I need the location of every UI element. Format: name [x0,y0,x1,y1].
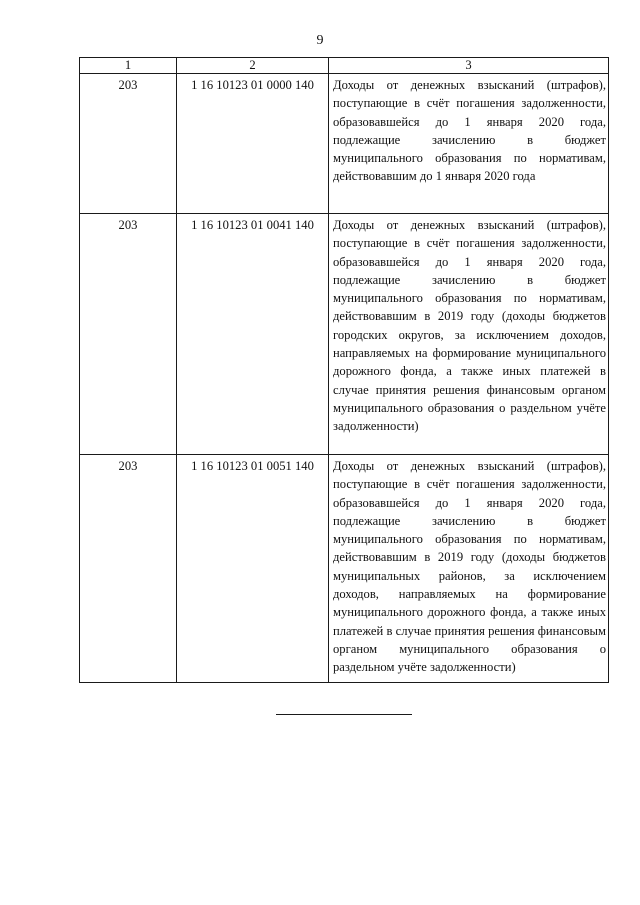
table-row [80,74,609,214]
column-header-2: 2 [177,58,329,74]
admin-code-cell: 203 [80,74,177,214]
table-header-row [80,58,609,74]
description-cell: Доходы от денежных взысканий (штрафов), поступающие в счёт погашения задолженности, образовавшейся до 1 января 2020 года, подлежащие зачислению в бюджет муниципального образования по нормативам, действовавшим в 2019 году (доходы бюджетов городских округов, за исключением доходов, направляемых на формирование муниципального дорожного фонда, а также иных платежей в случае принятия решения финансовым органом муниципального образования о раздельном учёте задолженности) [329,214,609,455]
page-number: 9 [316,33,324,48]
income-code-cell: 1 16 10123 01 0041 140 [177,214,329,455]
column-header-3: 3 [329,58,609,74]
income-code-cell: 1 16 10123 01 0000 140 [177,74,329,214]
column-header-1: 1 [80,58,177,74]
income-codes-table [79,57,609,683]
income-code-cell: 1 16 10123 01 0051 140 [177,455,329,683]
end-of-document-rule [276,714,412,715]
description-cell: Доходы от денежных взысканий (штрафов), поступающие в счёт погашения задолженности, образовавшейся до 1 января 2020 года, подлежащие зачислению в бюджет муниципального образования по нормативам, действовавшим в 2019 году (доходы бюджетов муниципальных районов, за исключением доходов, направляемых на формирование муниципального дорожного фонда, а также иных платежей в случае принятия решения финансовым органом муниципального образования о раздельном учёте задолженности) [329,455,609,683]
admin-code-cell: 203 [80,455,177,683]
description-cell: Доходы от денежных взысканий (штрафов), поступающие в счёт погашения задолженности, образовавшейся до 1 января 2020 года, подлежащие зачислению в бюджет муниципального образования по нормативам, действовавшим до 1 января 2020 года [329,74,609,214]
admin-code-cell: 203 [80,214,177,455]
table-row [80,214,609,455]
table-row [80,455,609,683]
